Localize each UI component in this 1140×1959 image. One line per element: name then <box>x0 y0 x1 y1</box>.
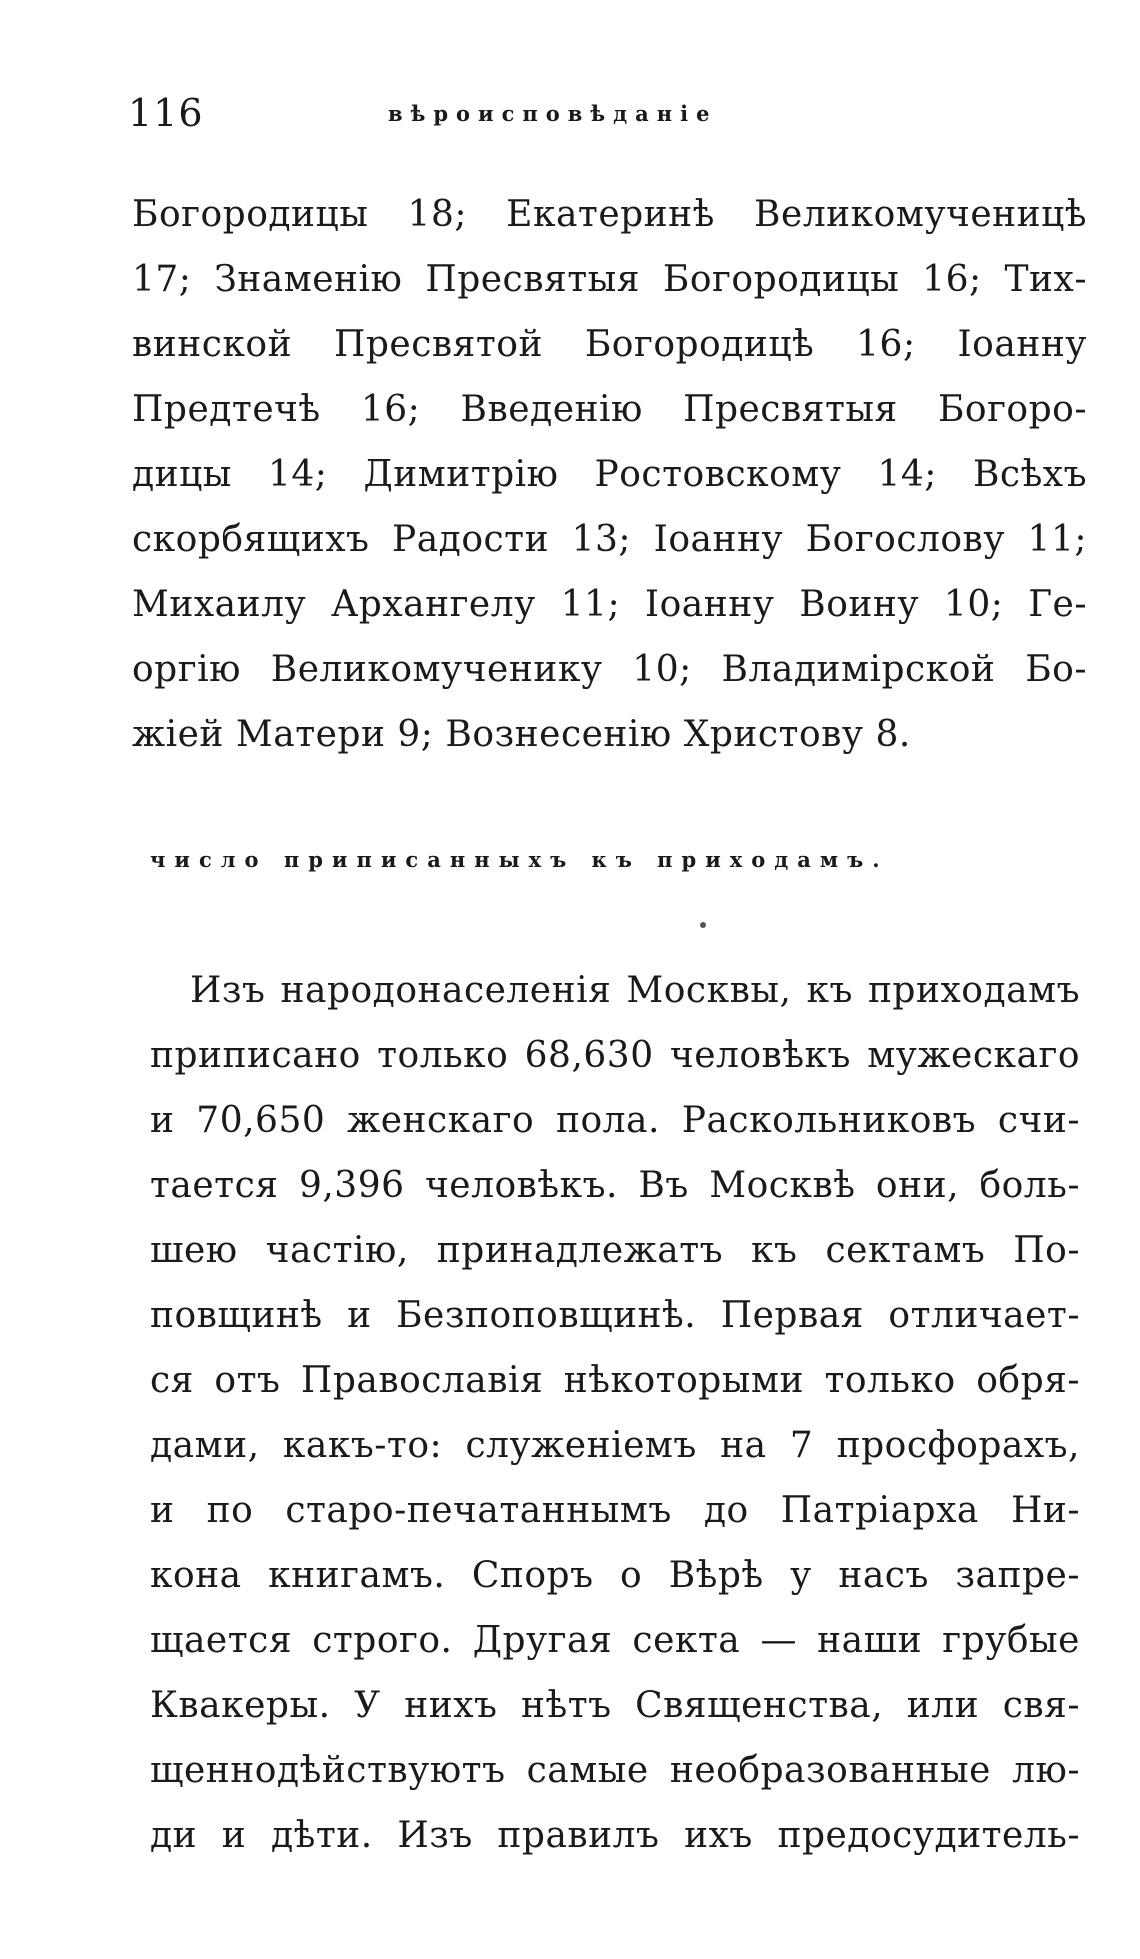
text-line: ди и дѣти. Изъ правилъ ихъ предосудитель- <box>150 1815 1080 1856</box>
text-line: и 70,650 женскаго пола. Раскольниковъ счи- <box>150 1100 1080 1141</box>
text-line: оргію Великомученику 10; Владимірской Бо- <box>132 649 1087 690</box>
text-line-last: жіей Матери 9; Вознесенію Христову 8. <box>132 714 911 755</box>
text-line: повщинѣ и Безпоповщинѣ. Первая отличает- <box>150 1295 1080 1336</box>
text-line: шею частію, принадлежатъ къ сектамъ По- <box>150 1230 1080 1271</box>
text-line-first: Изъ народонаселенія Москвы, къ приходамъ <box>190 970 1080 1011</box>
text-line: Предтечѣ 16; Введенію Пресвятыя Богоро- <box>132 389 1087 430</box>
text-line: дицы 14; Димитрію Ростовскому 14; Всѣхъ <box>132 454 1087 495</box>
page-header <box>128 88 1028 138</box>
text-line: ся отъ Православія нѣкоторыми только обря- <box>150 1360 1080 1401</box>
running-title: вѣроисповѣданіе <box>388 101 718 126</box>
text-line: тается 9,396 человѣкъ. Въ Москвѣ они, боль- <box>150 1165 1080 1206</box>
text-line: дами, какъ-то: служеніемъ на 7 просфорахъ, <box>150 1425 1080 1466</box>
text-line: Квакеры. У нихъ нѣтъ Священства, или свя- <box>150 1685 1080 1726</box>
text-line: скорбящихъ Радости 13; Іоанну Богослову 11; <box>132 519 1087 560</box>
text-line: 17; Знаменію Пресвятыя Богородицы 16; Тих- <box>132 259 1087 300</box>
section-heading: число приписанныхъ къ приходамъ. <box>150 847 889 872</box>
section-paragraph <box>150 958 1110 1868</box>
print-speck <box>700 922 706 928</box>
text-line: Богородицы 18; Екатеринѣ Великомученицѣ <box>132 194 1087 235</box>
text-line: щается строго. Другая секта — наши грубые <box>150 1620 1080 1661</box>
text-line: приписано только 68,630 человѣкъ мужескаго <box>150 1035 1080 1076</box>
text-line: винской Пресвятой Богородицѣ 16; Іоанну <box>132 324 1087 365</box>
text-line: щеннодѣйствуютъ самые необразованные лю- <box>150 1750 1080 1791</box>
continued-paragraph <box>132 182 1092 767</box>
page-number: 116 <box>128 91 204 135</box>
text-line: кона книгамъ. Споръ о Вѣрѣ у насъ запре- <box>150 1555 1080 1596</box>
text-line: и по старо-печатаннымъ до Патріарха Ни- <box>150 1490 1080 1531</box>
text-line: Михаилу Архангелу 11; Іоанну Воину 10; Ге- <box>132 584 1087 625</box>
